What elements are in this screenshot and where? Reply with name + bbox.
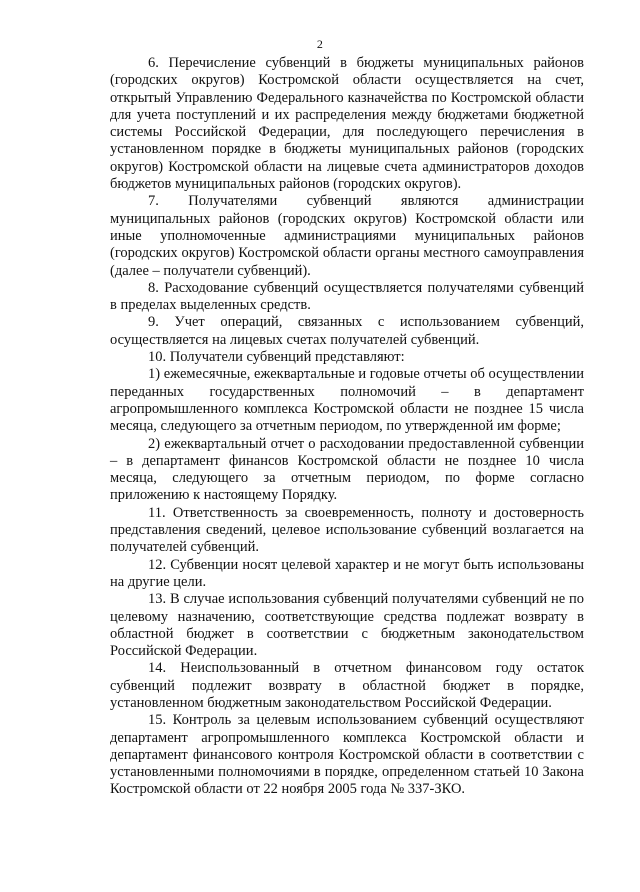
paragraph-10-item-2: 2) ежеквартальный отчет о расходовании предоставленной субвенции – в департамент финансов Костромской области не позднее 10 числа месяца, следующего за отчетным периодом, по форме согласно приложению к настоящему Порядку. <box>110 435 584 504</box>
paragraph-10-item-1: 1) ежемесячные, ежеквартальные и годовые отчеты об осуществлении переданных государственных полномочий – в департамент агропромышленного комплекса Костромской области не позднее 15 числа месяца, следующего за отчетным периодом, по утвержденной им форме; <box>110 366 584 435</box>
document-body <box>110 55 584 799</box>
paragraph-13: 13. В случае использования субвенций получателями субвенций не по целевому назначению, соответствующие средства подлежат возврату в областной бюджет в соответствии с бюджетным законодательством Российской Федерации. <box>110 591 584 660</box>
paragraph-15: 15. Контроль за целевым использованием субвенций осуществляют департамент агропромышленного комплекса Костромской области и департамент финансового контроля Костромской области в соответствии с установленными полномочиями в порядке, определенном статьей 10 Закона Костромской области от 22 ноября 2005 года № 337-ЗКО. <box>110 712 584 798</box>
paragraph-7: 7. Получателями субвенций являются администрации муниципальных районов (городских округов) Костромской области или иные уполномоченные администрациями муниципальных районов (городских округов) Костромской области органы местного самоуправления (далее – получатели субвенций). <box>110 193 584 279</box>
paragraph-9: 9. Учет операций, связанных с использованием субвенций, осуществляется на лицевых счетах получателей субвенций. <box>110 314 584 348</box>
paragraph-8: 8. Расходование субвенций осуществляется получателями субвенций в пределах выделенных средств. <box>110 279 584 314</box>
paragraph-6: 6. Перечисление субвенций в бюджеты муниципальных районов (городских округов) Костромской области осуществляется на счет, открытый Управлению Федерального казначейства по Костромской области для учета поступлений и их распределения между бюджетами бюджетной системы Российской Федерации, для последующего перечисления в установленном порядке в бюджеты муниципальных районов (городских округов) Костромской области на лицевые счета администраторов доходов бюджетов муниципальных районов (городских округов). <box>110 55 584 193</box>
paragraph-12: 12. Субвенции носят целевой характер и не могут быть использованы на другие цели. <box>110 556 584 590</box>
paragraph-11: 11. Ответственность за своевременность, полноту и достоверность представления сведений, целевое использование субвенций возлагается на получателей субвенций. <box>110 504 584 556</box>
paragraph-10: 10. Получатели субвенций представляют: <box>148 349 405 366</box>
paragraph-14: 14. Неиспользованный в отчетном финансовом году остаток субвенций подлежит возврату в областной бюджет в порядке, установленном бюджетным законодательством Российской Федерации. <box>110 660 584 711</box>
page-number: 2 <box>316 37 324 51</box>
